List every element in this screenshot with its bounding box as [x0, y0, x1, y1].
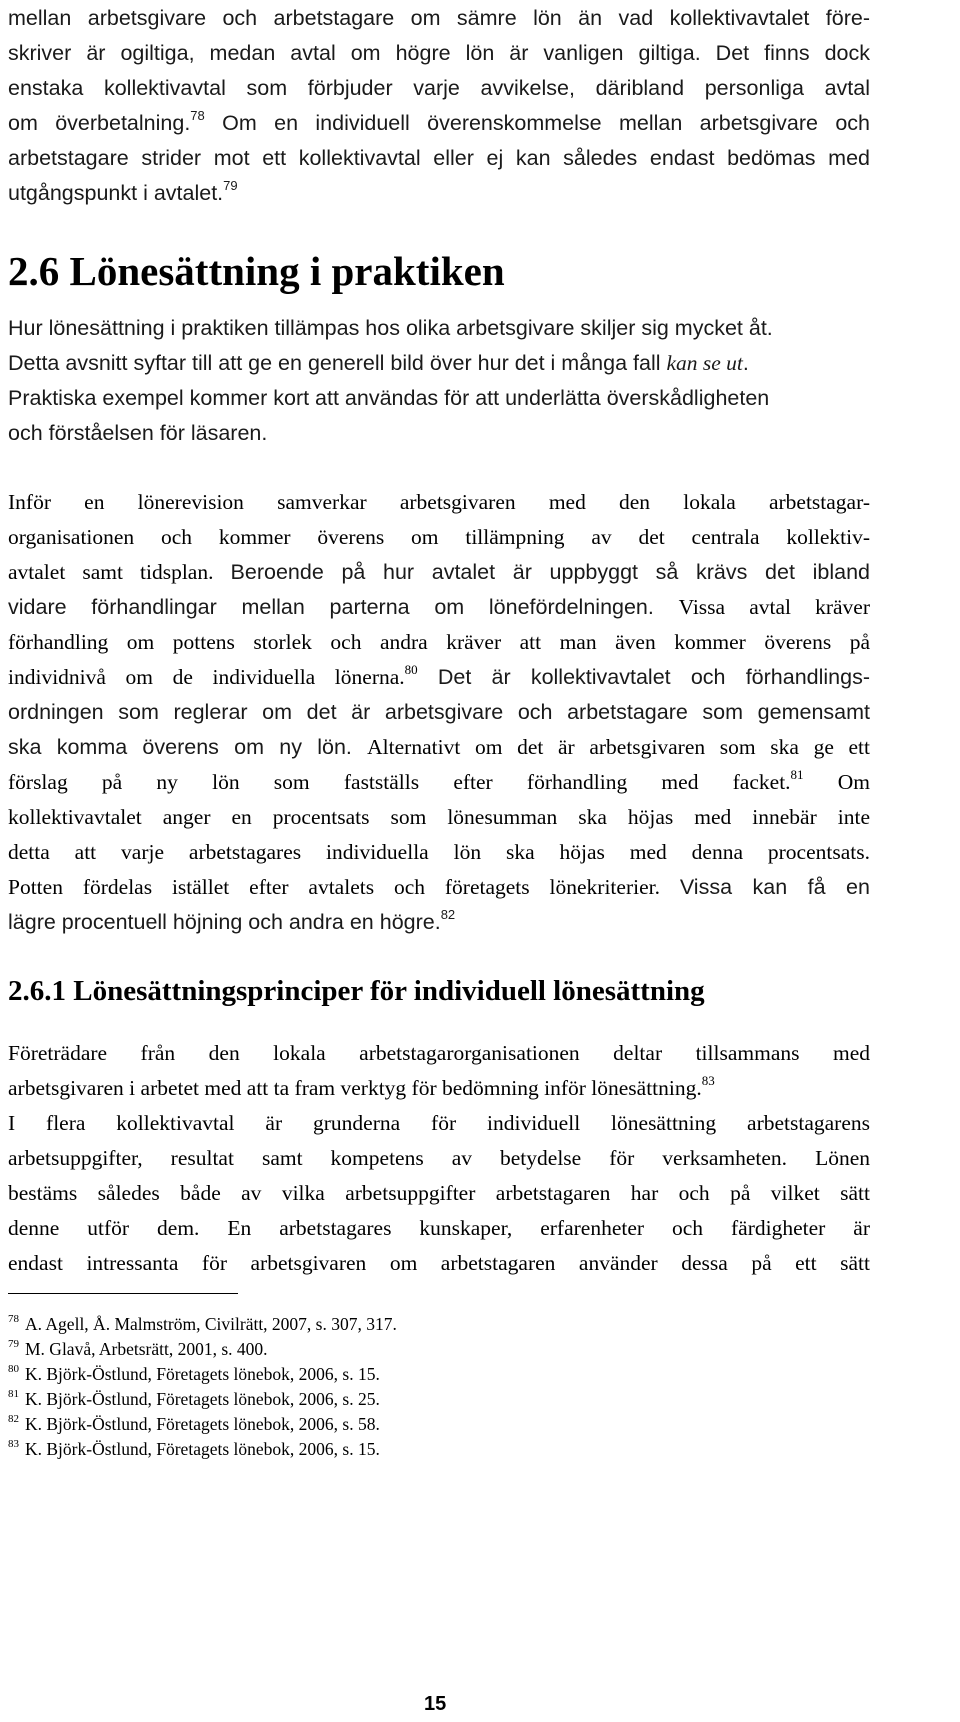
footnote-number: 81	[8, 1388, 19, 1400]
text-line	[8, 907, 870, 937]
text-run: Om en individuell överenskommelse mellan arbetsgivare och	[204, 111, 870, 135]
text-run: arbetsuppgifter, resultat samt kompetens av betydelse för verksamheten.	[8, 1146, 816, 1170]
subsection-heading: 2.6.1 Lönesättningsprinciper för individuell lönesättning	[8, 975, 705, 1007]
text-line: Praktiska exempel kommer kort att användas för att underlätta överskådligheten	[8, 386, 770, 410]
italic-text: kan se ut	[666, 351, 743, 375]
text-run: Om	[803, 770, 871, 794]
text-run: Potten fördelas istället efter avtalets och företagets lönekriterier.	[8, 875, 680, 899]
page-number: 15	[424, 1693, 447, 1715]
text-line: skriver är ogiltiga, medan avtal om högre lön är vanligen giltiga. Det finns dock	[8, 41, 870, 65]
text-run: Beroende på hur avtalet är uppbyggt så krävs det ibland	[230, 560, 870, 584]
text-line: Inför en lönerevision samverkar arbetsgivaren med den lokala arbetstagar-	[8, 490, 870, 514]
footnote-number: 80	[8, 1363, 19, 1375]
text-line	[8, 1073, 870, 1103]
text-line: I flera kollektivavtal är grunderna för individuell lönesättning arbetstagarens	[8, 1111, 870, 1135]
footnote	[8, 1362, 380, 1386]
text-line	[8, 872, 870, 902]
footnote-number: 78	[8, 1313, 19, 1325]
footnote-ref[interactable]: 81	[790, 767, 804, 782]
text-run: Vissa kan få en	[679, 875, 870, 899]
text-line: endast intressanta för arbetsgivaren om arbetstagaren använder dessa på ett sätt	[8, 1251, 870, 1275]
footnote-text: M. Glavå, Arbetsrätt, 2001, s. 400.	[25, 1339, 268, 1359]
text-run: Det är kollektivavtalet och förhandlings-	[417, 665, 871, 689]
text-run: Alternativt om det är arbetsgivaren som ska ge ett	[367, 735, 871, 759]
text-run: om överbetalning.	[8, 111, 191, 135]
text-line: kollektivavtalet anger en procentsats som lönesumman ska höjas med innebär inte	[8, 805, 870, 829]
text-line: enstaka kollektivavtal som förbjuder varje avvikelse, däribland personliga avtal	[8, 76, 870, 100]
text-line: detta att varje arbetstagares individuella lön ska höjas med denna procentsats.	[8, 840, 870, 864]
text-line	[8, 732, 870, 762]
text-line	[8, 1143, 870, 1173]
text-line	[8, 108, 870, 138]
footnote	[8, 1412, 380, 1436]
text-line	[8, 178, 870, 208]
text-line: Hur lönesättning i praktiken tillämpas hos olika arbetsgivare skiljer sig mycket åt.	[8, 316, 773, 340]
text-line	[8, 662, 870, 692]
footnote-text: A. Agell, Å. Malmström, Civilrätt, 2007, s. 307, 317.	[25, 1314, 397, 1334]
footnote-text: K. Björk-Östlund, Företagets lönebok, 2006, s. 58.	[25, 1414, 380, 1434]
text-run: lägre procentuell höjning och andra en högre.	[8, 910, 441, 934]
text-line	[8, 557, 870, 587]
text-run: ska komma överens om ny lön.	[8, 735, 368, 759]
text-line: arbetstagare strider mot ett kollektivavtal eller ej kan således endast bedömas med	[8, 146, 870, 170]
footnote-ref[interactable]: 80	[404, 662, 418, 677]
text-run: vidare förhandlingar mellan parterna om lönefördelningen.	[8, 595, 679, 619]
footnote	[8, 1337, 268, 1361]
text-line	[8, 348, 870, 378]
footnote-text: K. Björk-Östlund, Företagets lönebok, 2006, s. 15.	[25, 1364, 380, 1384]
text-line: och förståelsen för läsaren.	[8, 421, 268, 445]
footnote-ref[interactable]: 79	[223, 178, 238, 193]
text-run: förslag på ny lön som fastställs efter förhandling med facket.	[8, 770, 791, 794]
text-line: ordningen som reglerar om det är arbetsgivare och arbetstagare som gemensamt	[8, 700, 870, 724]
text-run: Vissa avtal kräver	[678, 595, 870, 619]
text-line	[8, 767, 870, 797]
footnote	[8, 1387, 380, 1411]
footnote-ref[interactable]: 82	[440, 907, 456, 922]
text-line: mellan arbetsgivare och arbetstagare om sämre lön än vad kollektivavtalet före-	[8, 6, 870, 30]
footnote-ref[interactable]: 83	[701, 1073, 715, 1088]
text-run: denne utför dem.	[8, 1216, 228, 1240]
text-run: En arbetstagares kunskaper, erfarenheter och färdigheter är	[227, 1216, 870, 1240]
text-run: avtalet samt tidsplan.	[8, 560, 231, 584]
text-line: Företrädare från den lokala arbetstagarorganisationen deltar tillsammans med	[8, 1041, 870, 1065]
footnote	[8, 1437, 380, 1461]
text-line	[8, 1213, 870, 1243]
text-run: utgångspunkt i avtalet.	[8, 181, 224, 205]
footnote-number: 83	[8, 1438, 19, 1450]
footnote-text: K. Björk-Östlund, Företagets lönebok, 2006, s. 15.	[25, 1439, 380, 1459]
text-run: individnivå om de individuella lönerna.	[8, 665, 405, 689]
footnote-number: 79	[8, 1338, 19, 1350]
section-heading: 2.6 Lönesättning i praktiken	[8, 248, 505, 294]
text-line: bestäms således både av vilka arbetsuppgifter arbetstagaren har och på vilket sätt	[8, 1181, 870, 1205]
footnote-ref[interactable]: 78	[190, 108, 205, 123]
text-line: förhandling om pottens storlek och andra kräver att man även kommer överens på	[8, 630, 870, 654]
text-line: organisationen och kommer överens om tillämpning av det centrala kollektiv-	[8, 525, 870, 549]
text-run: .	[742, 351, 749, 375]
footnote-divider	[8, 1293, 238, 1294]
text-run: Detta avsnitt syftar till att ge en generell bild över hur det i många fall	[8, 351, 667, 375]
footnote	[8, 1312, 397, 1336]
text-run: arbetsgivaren i arbetet med att ta fram verktyg för bedömning inför lönesättning.	[8, 1076, 702, 1100]
text-line	[8, 592, 870, 622]
footnote-text: K. Björk-Östlund, Företagets lönebok, 2006, s. 25.	[25, 1389, 380, 1409]
footnote-number: 82	[8, 1413, 19, 1425]
text-run: Lönen	[815, 1146, 870, 1170]
